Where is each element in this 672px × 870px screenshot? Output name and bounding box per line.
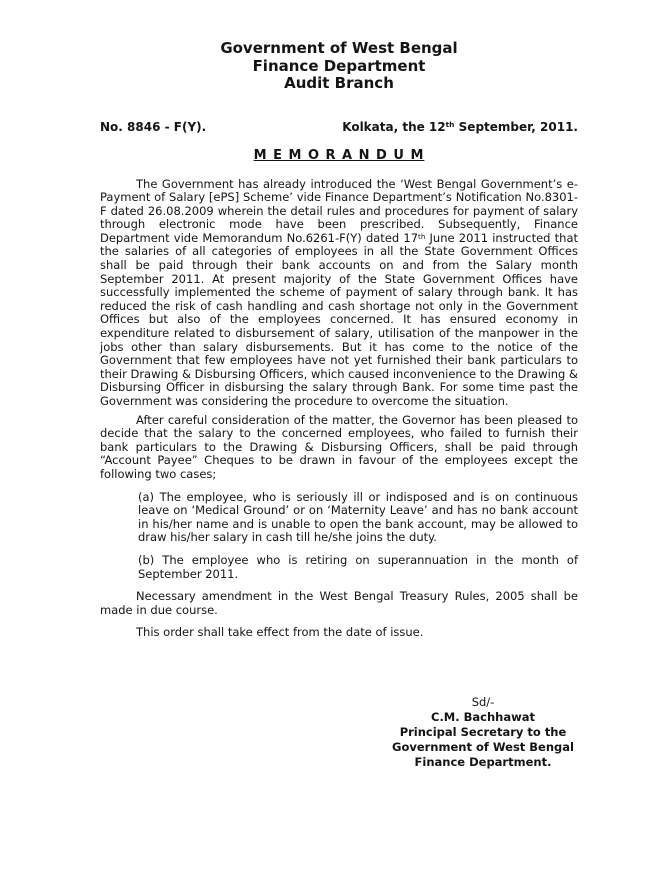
signatory-name: C.M. Bachhawat [431,709,535,724]
signatory-designation-line-3: Finance Department. [414,754,552,769]
place-date-suffix: September, 2011. [454,119,578,134]
paragraph-1-ordinal-suffix: th [418,231,426,241]
paragraph-4: This order shall take effect from the date of issue. [136,625,424,640]
memo-number: No. 8846 - F(Y). [100,119,207,134]
paragraph-1 [100,178,578,409]
signatory-designation-line-1: Principal Secretary to the [399,724,567,739]
paragraph-3: Necessary amendment in the West Bengal Treasury Rules, 2005 shall be made in due course. [100,589,578,617]
document-header [100,40,578,93]
header-department: Finance Department [252,56,426,75]
case-item-b: (b) The employee who is retiring on superannuation in the month of September 2011. [138,552,578,581]
paragraph-1-text-a: The Government has already introduced the ‘West Bengal Government’s e-Payment of Salary [ePS] Scheme’ vide Finance Department’s Notification No.8301-F dated 26.08.2009 wherein the detail rules and procedures for payment of salary through electronic mode have been prescribed. Subsequently, Finance Department vide Memorandum No.6261-F(Y) dated 17 [100,176,578,245]
header-government: Government of West Bengal [220,39,458,57]
reference-row [100,120,578,134]
signatory-designation-line-2: Government of West Bengal [392,739,574,754]
place-and-date [342,120,578,134]
signature-sd: Sd/- [471,694,495,709]
date-ordinal-suffix: th [445,120,455,130]
header-branch: Audit Branch [284,74,394,92]
signature-block [388,695,578,770]
paragraph-1-text-b: June 2011 instructed that the salaries of all categories of employees in all the State Government Offices shall be paid through their bank accounts on and from the Salary month September 2011. At present majority of the State Government Offices have successfully implemented the scheme of payment of salary through bank. It has reduced the risk of cash handling and cash shortage not only in the Government Offices but also of the employees concerned. It has ensured economy in expenditure related to disbursement of salary, utilisation of the manpower in the jobs other than salary disbursements. But it has come to the notice of the Government that few employees have not yet furnished their bank particulars to their Drawing & Disbursing Officers, which caused inconvenience to the Drawing & Disbursing Officer in disbursing the salary through Bank. For some time past the Government was considering the procedure to overcome the situation. [100,230,578,408]
paragraph-2: After careful consideration of the matter, the Governor has been pleased to decide that the salary to the concerned employees, who failed to furnish their bank particulars to the Drawing & Disbursing Officers, shall be paid through “Account Payee” Cheques to be drawn in favour of the employees except the following two cases; [100,412,578,481]
place-date-prefix: Kolkata, the 12 [342,119,446,134]
case-item-a: (a) The employee, who is seriously ill or indisposed and is on continuous leave on ‘Medical Ground’ or on ‘Maternity Leave’ and has no bank account in his/her name and is unable to open the bank account, may be allowed to draw his/her salary in cash till he/she joins the duty. [138,489,578,545]
memorandum-title: M E M O R A N D U M [253,147,425,163]
